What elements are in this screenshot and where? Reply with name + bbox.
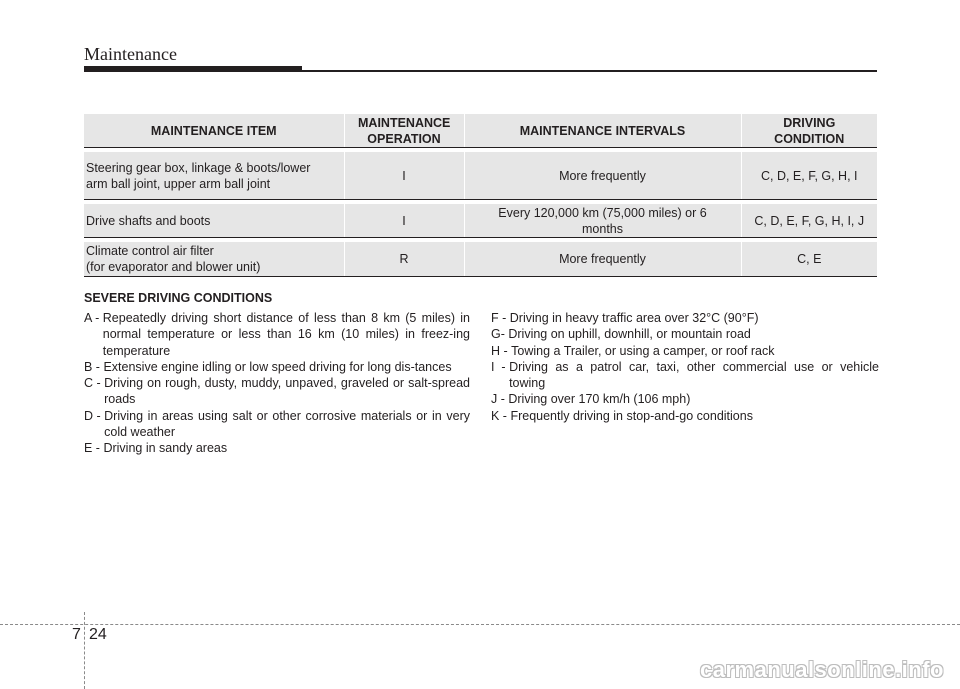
condition-letter: D - <box>84 408 105 423</box>
column-header-condition <box>741 114 877 148</box>
interval-cell <box>464 204 741 238</box>
interval-line: Every 120,000 km (75,000 miles) or 6 <box>498 205 707 220</box>
section-title: Maintenance <box>84 44 177 64</box>
table-row <box>84 152 877 200</box>
column-header-operation <box>344 114 464 148</box>
condition-item-f <box>491 310 879 326</box>
table-row <box>84 242 877 277</box>
condition-letter: A - <box>84 311 103 325</box>
severe-conditions-left-column <box>84 310 470 457</box>
condition-cell: C, D, E, F, G, H, I, J <box>741 204 877 238</box>
maintenance-item-cell <box>84 242 344 277</box>
condition-cell: C, E <box>741 242 877 277</box>
interval-line: More frequently <box>559 252 646 266</box>
condition-item-g <box>491 326 879 342</box>
condition-text: Extensive engine idling or low speed driving for long dis-tances <box>103 359 452 374</box>
condition-text: Driving in areas using salt or other corrosive materials or in very cold weather <box>104 408 470 440</box>
condition-letter: J - <box>491 392 509 407</box>
condition-text: Driving in heavy traffic area over 32°C (90°F) <box>509 311 759 325</box>
table-header-row <box>84 114 877 148</box>
footer-divider <box>84 612 85 689</box>
condition-letter: F - <box>491 311 510 325</box>
interval-line: More frequently <box>559 168 646 183</box>
condition-text: Driving as a patrol car, taxi, other commercial use or vehicle towing <box>509 359 879 391</box>
condition-item-d <box>84 408 470 441</box>
column-header-item: MAINTENANCE ITEM <box>84 114 344 148</box>
condition-text: Frequently driving in stop-and-go conditions <box>510 408 753 423</box>
condition-item-c <box>84 375 470 408</box>
condition-letter: B - <box>84 359 104 374</box>
severe-conditions-right-column <box>491 310 879 424</box>
item-line: Drive shafts and boots <box>86 213 211 228</box>
condition-letter: C - <box>84 376 105 391</box>
condition-text: Driving on rough, dusty, muddy, unpaved, graveled or salt-spread roads <box>104 376 470 407</box>
item-line: Steering gear box, linkage & boots/lower <box>86 160 311 175</box>
column-header-condition-text: DRIVING CONDITION <box>774 115 845 146</box>
chapter-number: 7 <box>72 626 81 643</box>
interval-line: months <box>582 221 623 236</box>
item-line: Climate control air filter <box>86 244 214 258</box>
footer-rule <box>0 624 960 625</box>
condition-item-b <box>84 359 470 375</box>
watermark: carmanualsonline.info <box>700 657 944 682</box>
condition-text: Repeatedly driving short distance of less than 8 km (5 miles) in normal temperature or less than 16 km (10 miles) in freez-ing temperature <box>102 311 470 358</box>
maintenance-item-cell <box>84 152 344 200</box>
condition-letter: H - <box>491 343 512 358</box>
operation-cell: R <box>344 242 464 277</box>
condition-item-j <box>491 391 879 407</box>
severe-conditions-heading: SEVERE DRIVING CONDITIONS <box>84 291 273 305</box>
condition-text: Driving on uphill, downhill, or mountain road <box>508 327 751 342</box>
condition-letter: G- <box>491 327 509 342</box>
condition-letter: E - <box>84 441 104 456</box>
column-header-operation-text: MAINTENANCE OPERATION <box>358 115 451 146</box>
condition-letter: K - <box>491 408 511 423</box>
interval-cell <box>464 152 741 200</box>
item-line: (for evaporator and blower unit) <box>86 260 261 274</box>
maintenance-item-cell <box>84 204 344 238</box>
page-number: 24 <box>89 626 107 643</box>
condition-text: Driving over 170 km/h (106 mph) <box>508 392 691 407</box>
condition-text: Towing a Trailer, or using a camper, or roof rack <box>511 343 775 358</box>
operation-cell: I <box>344 204 464 238</box>
maintenance-table <box>84 114 877 277</box>
condition-letter: I - <box>491 359 510 374</box>
header-rule <box>84 70 877 72</box>
condition-item-e <box>84 440 470 456</box>
condition-item-i <box>491 359 879 392</box>
condition-cell: C, D, E, F, G, H, I <box>741 152 877 200</box>
condition-item-k <box>491 408 879 424</box>
item-line: arm ball joint, upper arm ball joint <box>86 176 271 191</box>
condition-item-a <box>84 310 470 359</box>
condition-item-h <box>491 343 879 359</box>
condition-text: Driving in sandy areas <box>103 441 228 456</box>
column-header-intervals: MAINTENANCE INTERVALS <box>464 114 741 148</box>
table-row <box>84 204 877 238</box>
interval-cell <box>464 242 741 277</box>
operation-cell: I <box>344 152 464 200</box>
